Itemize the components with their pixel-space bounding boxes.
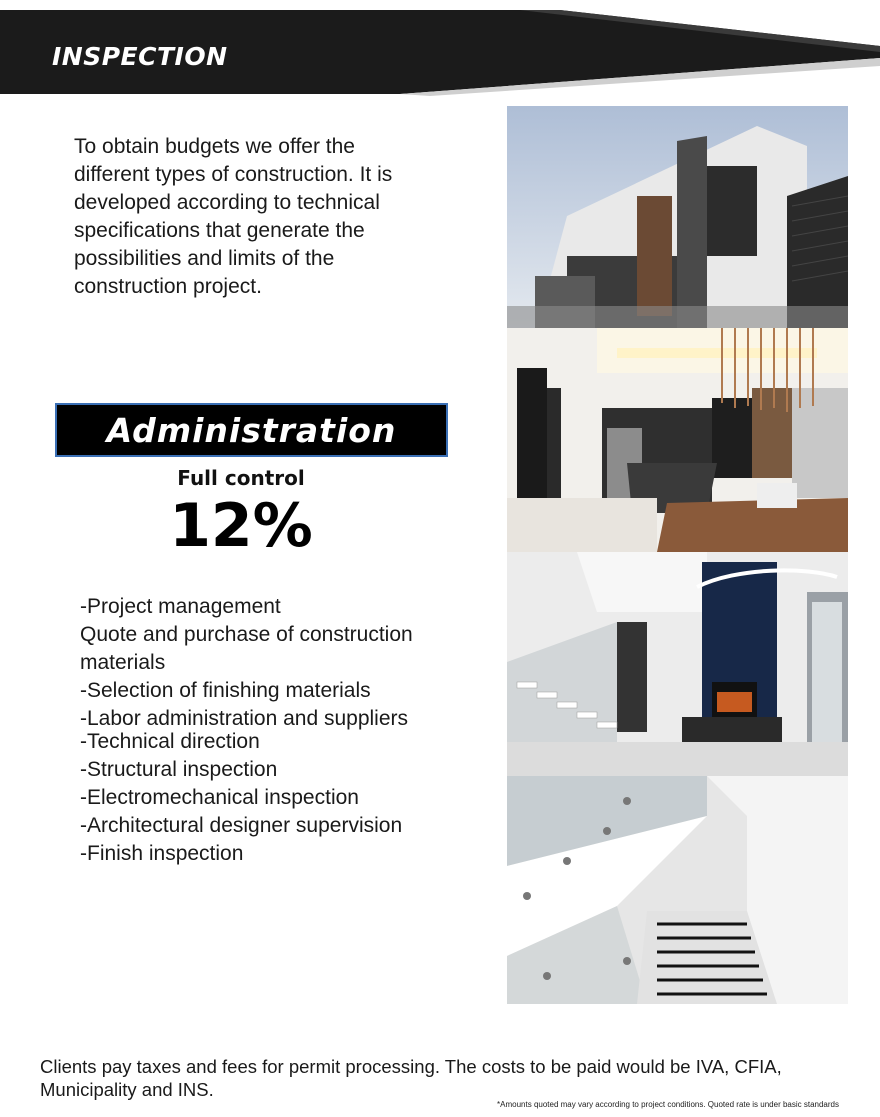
list-item: -Labor administration and suppliers: [80, 707, 409, 730]
page-title: INSPECTION: [52, 42, 228, 71]
list-item: -Selection of finishing materials: [80, 679, 371, 702]
disclaimer: *Amounts quoted may vary according to project conditions. Quoted rate is under basic standards: [497, 1100, 839, 1109]
plan-title: Administration: [106, 410, 397, 450]
list-item: -Technical direction: [80, 730, 260, 753]
list-item: -Structural inspection: [80, 758, 278, 781]
list-item: Quote and purchase of construction materials: [80, 623, 413, 674]
living-room-staircase-photo: [507, 552, 848, 776]
plan-title-box: [55, 403, 448, 457]
intro-paragraph: To obtain budgets we offer the different types of construction. It is developed according to technical specifications that generate the possibilities and limits of the construction project.: [74, 135, 393, 298]
plan-subtitle: Full control: [177, 466, 305, 490]
list-item: -Electromechanical inspection: [80, 786, 359, 809]
header-banner: [0, 10, 880, 96]
list-item: -Finish inspection: [80, 842, 244, 865]
services-list: [80, 593, 480, 868]
kitchen-interior-photo: [507, 328, 848, 552]
list-item: -Architectural designer supervision: [80, 814, 403, 837]
footer-note: Clients pay taxes and fees for permit processing. The costs to be paid would be IVA, CFIA, Municipality and INS.: [40, 1056, 782, 1100]
glass-staircase-photo: [507, 776, 848, 1004]
list-item: -Project management: [80, 595, 281, 618]
house-exterior-photo: [507, 106, 848, 328]
plan-rate: 12%: [169, 491, 313, 561]
